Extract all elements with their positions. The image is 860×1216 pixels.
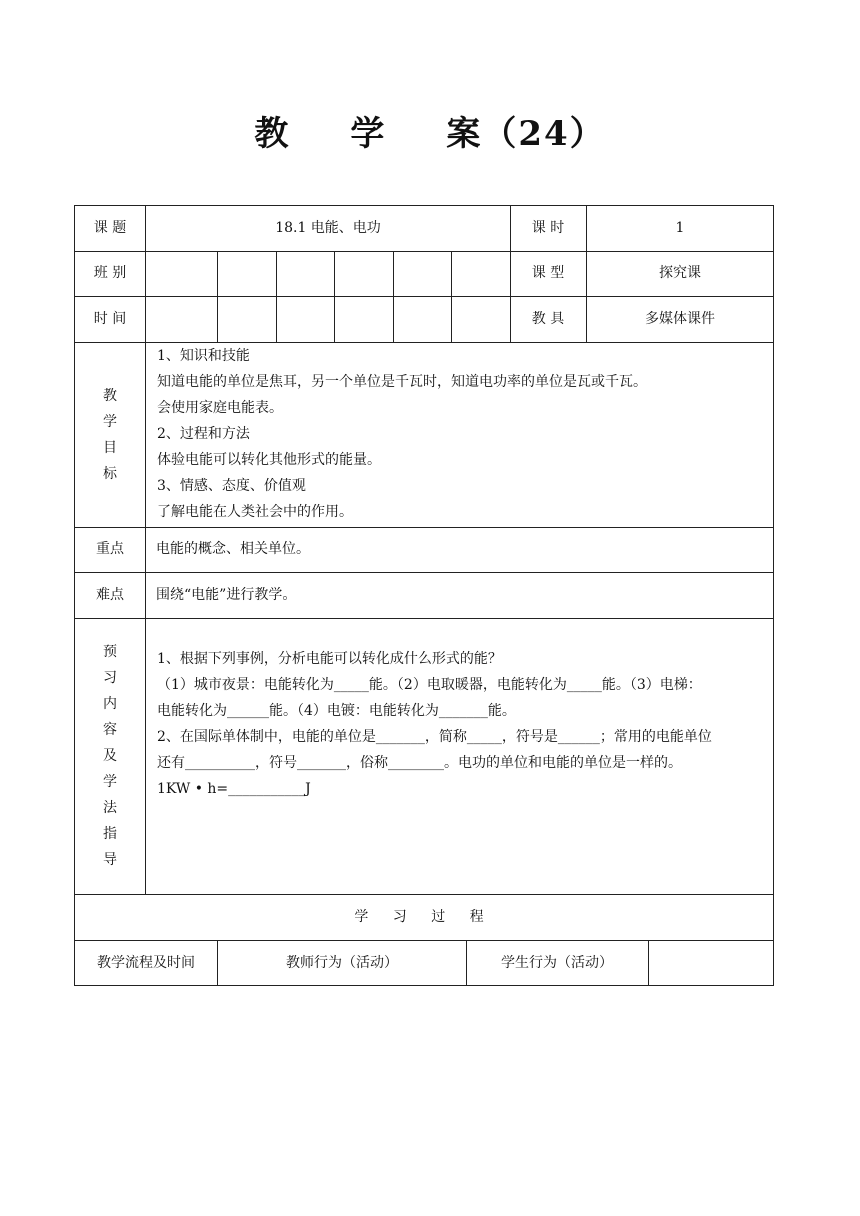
title-char-1: 教 xyxy=(254,114,291,154)
type-value: 探究课 xyxy=(659,265,701,282)
preview-line: 还有__________，符号_______，俗称________。电功的单位和电能的单位是一样的。 xyxy=(157,755,682,771)
topic-value: 18.1 电能、电功 xyxy=(275,219,381,236)
objective-line: 了解电能在人类社会中的作用。 xyxy=(157,504,353,520)
hours-value: 1 xyxy=(675,219,685,236)
objective-line: 体验电能可以转化其他形式的能量。 xyxy=(157,452,381,468)
preview-line: 1、根据下列事例，分析电能可以转化成什么形式的能？ xyxy=(157,651,502,667)
objective-line: 3、情感、态度、价值观 xyxy=(157,478,306,494)
lesson-plan-table xyxy=(74,205,774,986)
process-heading: 学 习 过 程 xyxy=(354,908,494,925)
objective-line: 知道电能的单位是焦耳，另一个单位是千瓦时，知道电功率的单位是瓦或千瓦。 xyxy=(157,374,647,390)
type-label: 课 型 xyxy=(531,265,565,282)
objective-line: 会使用家庭电能表。 xyxy=(157,400,283,416)
preview-line: 电能转化为______能。（4）电镀：电能转化为_______能。 xyxy=(157,703,516,719)
difficulty-label: 难点 xyxy=(96,586,124,603)
preview-label: 预 习 内 容 及 学 法 指 导 xyxy=(103,644,117,868)
difficulty-text: 围绕“电能”进行教学。 xyxy=(156,586,297,603)
objective-line: 1、知识和技能 xyxy=(157,348,250,364)
title-char-3: 案（24） xyxy=(446,114,606,154)
tools-label: 教 具 xyxy=(531,310,565,327)
tools-value: 多媒体课件 xyxy=(645,310,715,327)
preview-content xyxy=(157,646,712,802)
title-char-2: 学 xyxy=(350,114,387,154)
objectives-content xyxy=(157,343,647,525)
class-label: 班 别 xyxy=(93,265,127,282)
objectives-label: 教 学 目 标 xyxy=(103,387,117,482)
objective-line: 2、过程和方法 xyxy=(157,426,250,442)
time-label: 时 间 xyxy=(93,310,127,327)
process-col-student: 学生行为（活动） xyxy=(501,954,613,971)
key-point-label: 重点 xyxy=(96,541,124,558)
preview-line: （1）城市夜景：电能转化为_____能。（2）电取暖器，电能转化为_____能。（3）电梯： xyxy=(157,677,702,693)
process-col-teacher: 教师行为（活动） xyxy=(286,954,398,971)
hours-label: 课 时 xyxy=(531,219,565,236)
topic-label: 课 题 xyxy=(93,219,127,236)
key-point-text: 电能的概念、相关单位。 xyxy=(156,541,310,558)
page-title xyxy=(0,106,860,155)
preview-line: 2、在国际单体制中，电能的单位是_______，简称_____，符号是______；常用的电能单位 xyxy=(157,729,712,745)
process-col-flow: 教学流程及时间 xyxy=(97,954,195,971)
preview-line: 1KW • h=___________J xyxy=(157,781,311,797)
